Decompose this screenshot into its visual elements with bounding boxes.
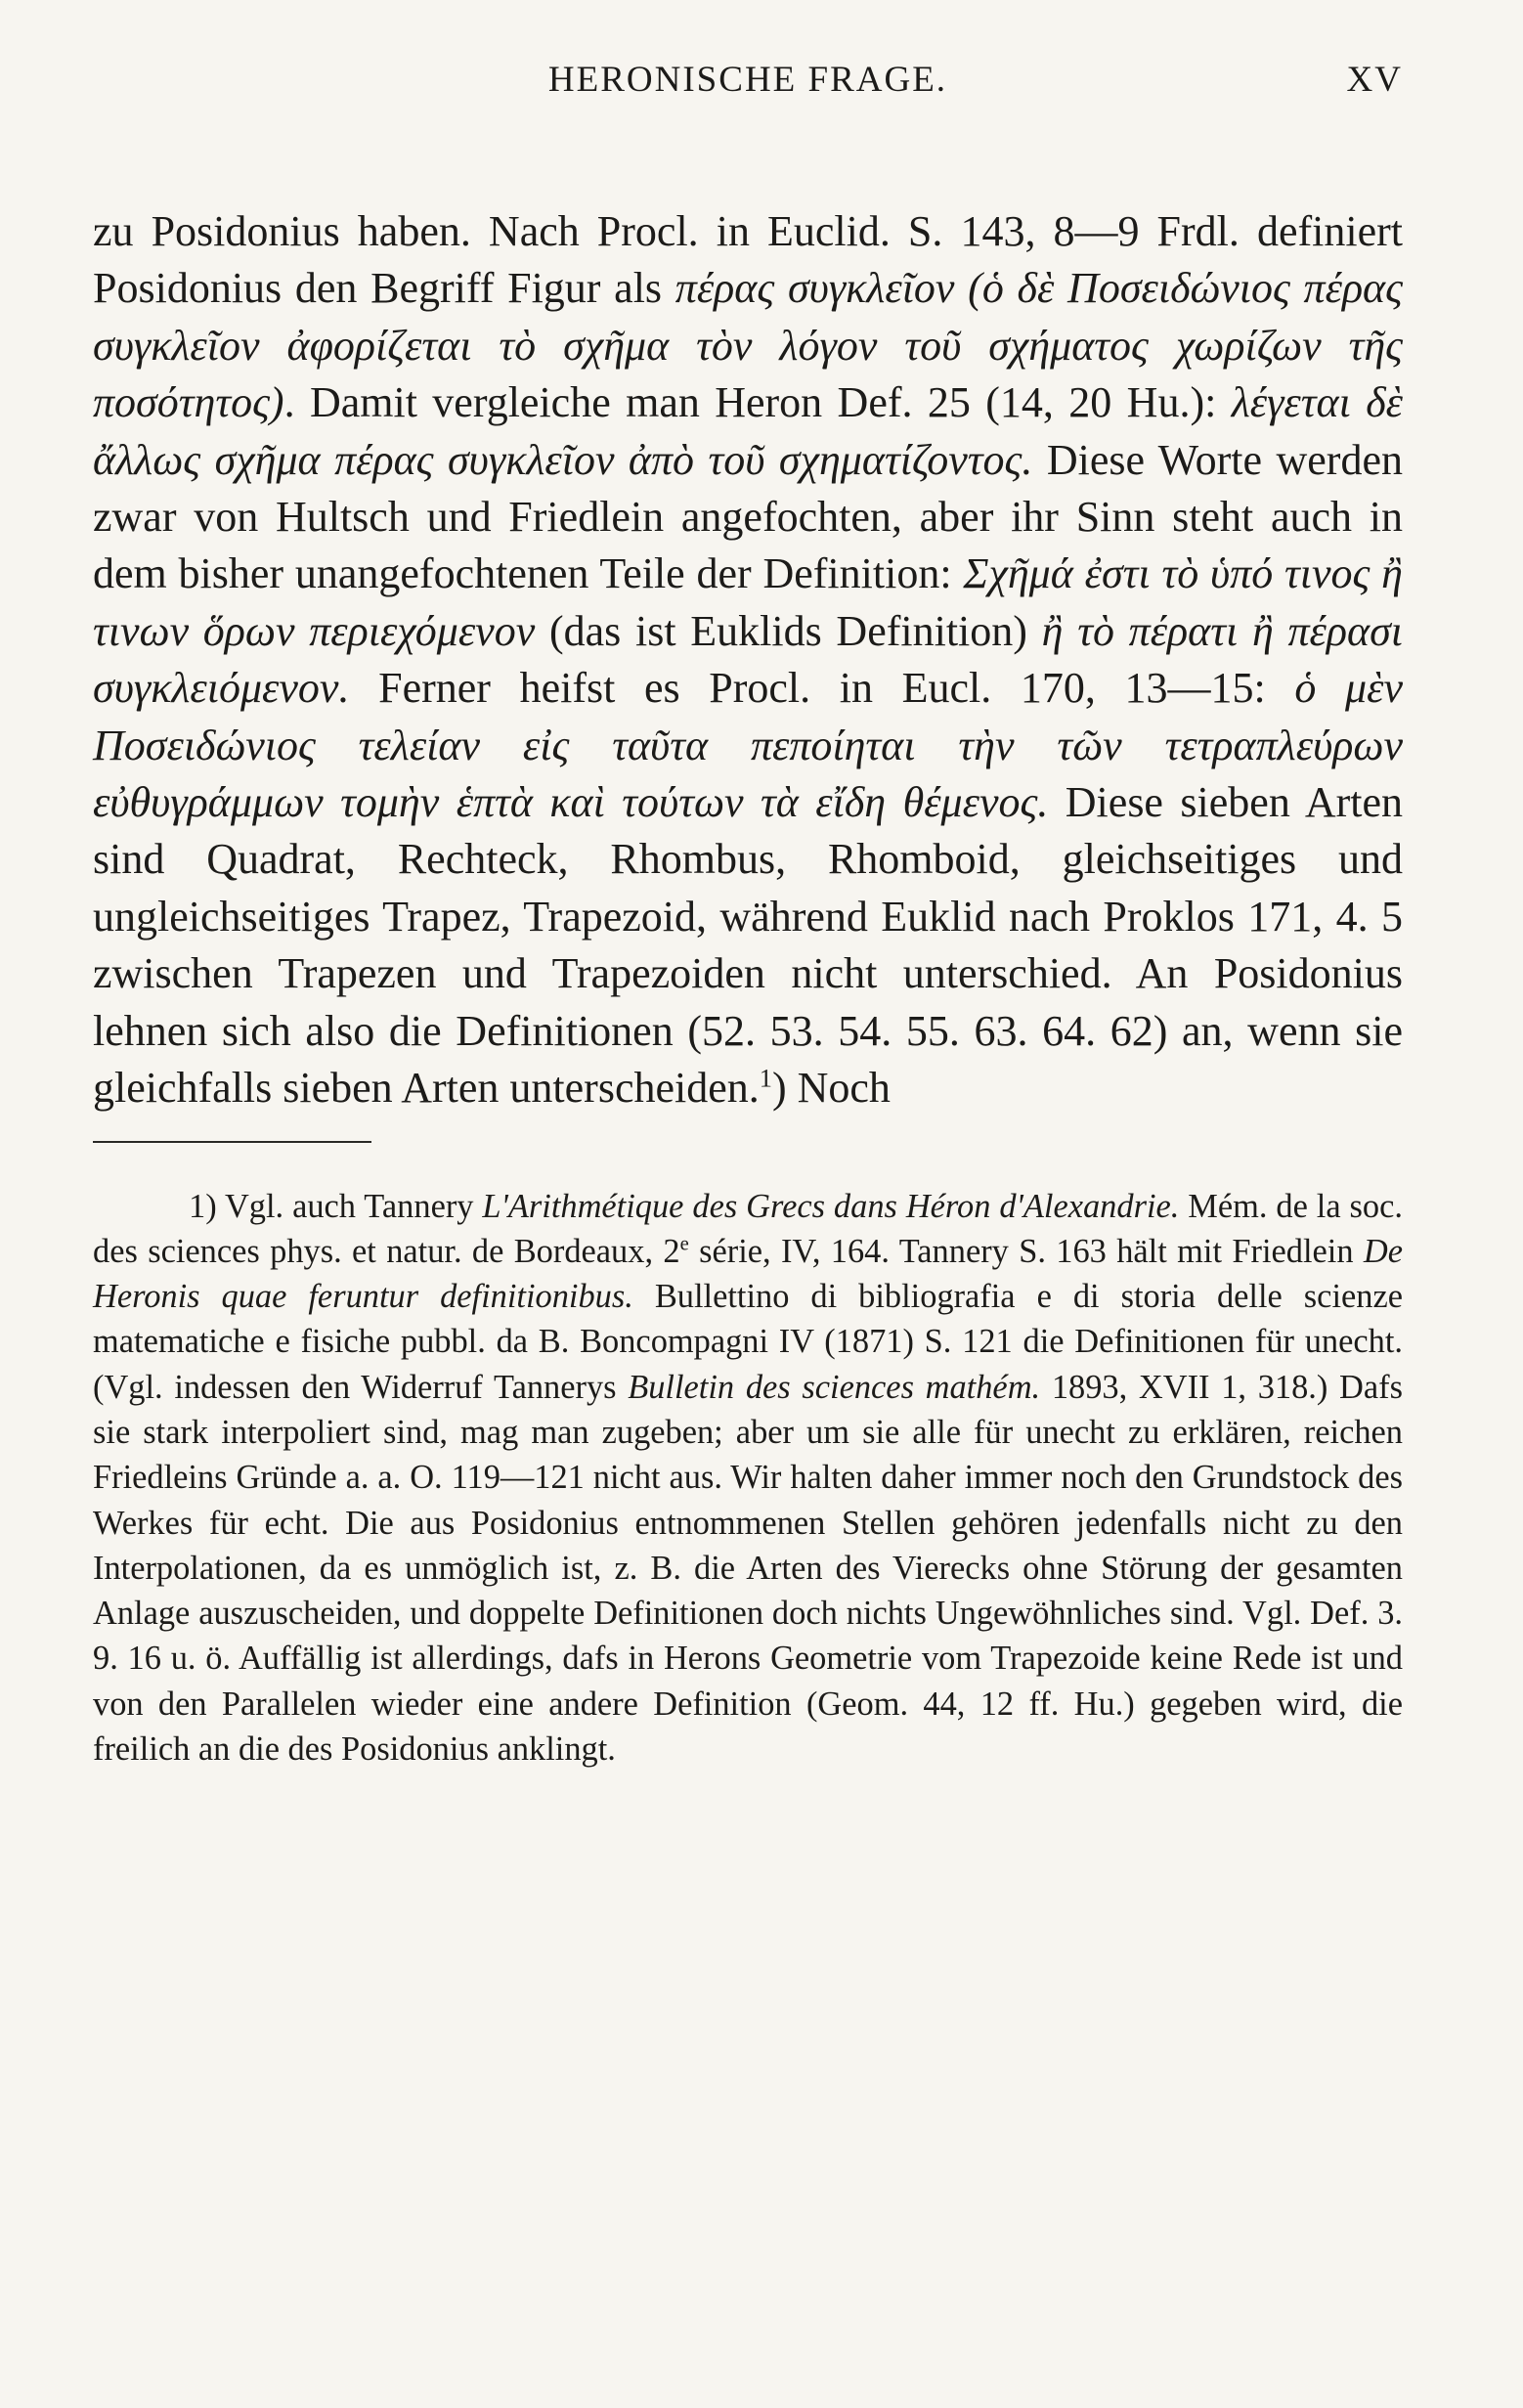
running-head	[93, 59, 1403, 117]
page-number: XV	[1346, 60, 1403, 100]
footnote-label: 1)	[189, 1187, 225, 1225]
greek-quote: Σχῆμά ἐστι τὸ ὑπό τινος ἢ τινων ὅρων περιεχόμενον	[93, 549, 1403, 655]
footnote-run: Mém. de la soc. des sciences phys. et natur. de Bordeaux, 2	[93, 1187, 1403, 1270]
footnote-run: Vgl. auch Tannery	[224, 1187, 483, 1225]
main-paragraph	[93, 203, 1403, 1117]
footnote-1	[93, 1184, 1403, 1773]
greek-quote: λέγεται δὲ ἄλλως σχῆμα πέρας συγκλεῖον ἀπὸ τοῦ σχηματίζοντος.	[93, 378, 1404, 484]
text-run: zu Posidonius haben. Nach Procl. in Euclid. S. 143, 8—9 Frdl. definiert Posidonius den Begriff Figur als	[93, 207, 1403, 313]
text-run: Diese Worte werden zwar von Hultsch und Friedlein angefochten, aber ihr Sinn steht auch in dem bisher unangefochtenen Teile der Definition:	[93, 435, 1403, 598]
footnote-reference: 1	[759, 1063, 772, 1093]
text-run: (das ist Euklids Definition)	[535, 606, 1042, 655]
superscript: e	[679, 1233, 689, 1255]
running-head-title: HERONISCHE FRAGE.	[547, 60, 948, 100]
greek-quote: ἢ τὸ πέρατι ἢ πέρασι συγκλειόμενον.	[93, 606, 1404, 713]
greek-quote: ὁ μὲν Ποσειδώνιος τελείαν εἰς ταῦτα πεποίηται τὴν τῶν τετραπλεύρων εὐθυγράμμων τομὴν ἑπτὰ καὶ τούτων τὰ εἴδη θέμενος.	[93, 664, 1403, 827]
text-run: . Damit vergleiche man Heron Def. 25 (14, 20 Hu.):	[283, 378, 1232, 427]
footnotes	[93, 1184, 1403, 1773]
footnote-run: Bullettino di bibliografia e di storia delle scienze matematiche e fisiche pubbl. da B. Boncompagni IV (1871) S. 121 die Definitionen für unecht. (Vgl. indessen den Widerruf Tannerys	[93, 1278, 1403, 1406]
text-run: ) Noch	[771, 1064, 891, 1113]
footnote-run: série, IV, 164. Tannery S. 163 hält mit Friedlein	[688, 1232, 1364, 1270]
footnote-run: 1893, XVII 1, 318.) Dafs sie stark interpoliert sind, mag man zugeben; aber um sie alle für unecht zu erklären, reichen Friedleins Gründe a. a. O. 119—121 nicht aus. Wir halten daher immer noch den Grundstock des Werkes für echt. Die aus Posidonius entnommenen Stellen gehören jedenfalls nicht zu den Interpolationen, da es unmöglich ist, z. B. die Arten des Vierecks ohne Störung der gesamten Anlage auszuscheiden, und doppelte Definitionen doch nichts Ungewöhnliches sind. Vgl. Def. 3. 9. 16 u. ö. Auffällig ist allerdings, dafs in Herons Geometrie vom Trapezoide keine Rede ist und von den Parallelen wieder eine andere Definition (Geom. 44, 12 ff. Hu.) gegeben wird, die freilich an die des Posidonius anklingt.	[93, 1368, 1403, 1769]
footnote-title: L'Arithmétique des Grecs dans Héron d'Alexandrie.	[482, 1187, 1180, 1225]
text-run: Diese sieben Arten sind Quadrat, Rechteck, Rhombus, Rhomboid, gleichseitiges und ungleichseitiges Trapez, Trapezoid, während Euklid nach Proklos 171, 4. 5 zwischen Trapezen und Trapezoiden nicht unterschied. An Posidonius lehnen sich also die Definitionen (52. 53. 54. 55. 63. 64. 62) an, wenn sie gleichfalls sieben Arten unterscheiden.	[93, 778, 1404, 1113]
footnote-title: De Heronis quae feruntur definitionibus.	[93, 1232, 1403, 1316]
text-run: Ferner heifst es Procl. in Eucl. 170, 13—15:	[349, 664, 1295, 713]
greek-quote: πέρας συγκλεῖον (ὁ δὲ Ποσειδώνιος πέρας συγκλεῖον ἀφορίζεται τὸ σχῆμα τὸν λόγον τοῦ σχήματος χωρίζων τῆς ποσότητος)	[93, 264, 1404, 427]
footnote-title: Bulletin des sciences mathém.	[628, 1368, 1041, 1406]
main-text	[93, 203, 1403, 1117]
book-page	[93, 59, 1403, 1772]
footnote-rule	[93, 1141, 371, 1143]
